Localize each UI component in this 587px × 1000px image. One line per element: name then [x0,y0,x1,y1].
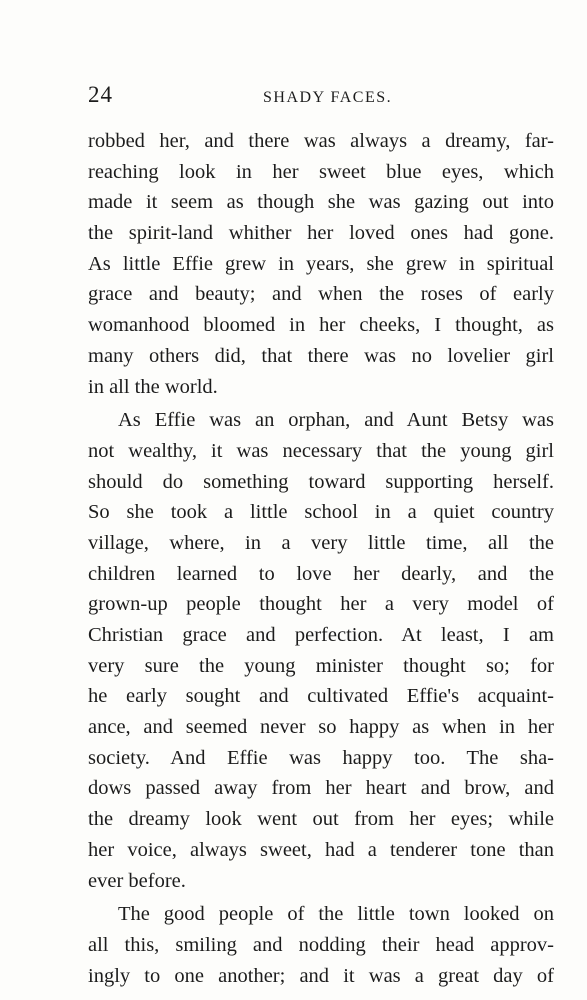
text-line: reaching look in her sweet blue eyes, which [88,160,554,183]
running-head [88,82,554,112]
text-line: in all the world. [88,375,218,398]
text-line: he early sought and cultivated Effie's acquaint- [88,685,554,708]
paragraph-1 [88,126,554,402]
text-line: made it seem as though she was gazing out into [88,191,554,214]
body-text [88,126,554,991]
text-line: grace and beauty; and when the roses of early [88,283,554,306]
running-title: SHADY FACES. [263,89,393,106]
text-line: her voice, always sweet, had a tenderer tone than [88,838,554,861]
text-line: not wealthy, it was necessary that the young girl [88,439,554,462]
page-number: 24 [88,82,113,107]
text-line: the spirit-land whither her loved ones had gone. [88,222,554,245]
text-line: womanhood bloomed in her cheeks, I thought, as [88,314,554,337]
text-line: should do something toward supporting herself. [88,470,554,493]
text-line: many others did, that there was no lovelier girl [88,344,554,367]
text-line: society. And Effie was happy too. The sha- [88,746,554,769]
text-line: Christian grace and perfection. At least, I am [88,624,554,646]
text-line: grown-up people thought her a very model of [88,593,554,616]
text-line: all this, smiling and nodding their head approv- [88,933,554,956]
text-line: As Effie was an orphan, and Aunt Betsy was [118,409,554,432]
paragraph-2 [88,405,554,896]
text-line: dows passed away from her heart and brow, and [88,777,554,800]
text-line: ingly to one another; and it was a great day of [88,964,554,987]
text-line: As little Effie grew in years, she grew in spiritual [88,252,554,275]
text-line: village, where, in a very little time, all the [88,531,554,554]
text-line: So she took a little school in a quiet country [88,501,554,524]
text-line: robbed her, and there was always a dreamy, far- [88,130,554,152]
text-line: ever before. [88,869,186,892]
text-line: the dreamy look went out from her eyes; while [88,808,554,831]
text-line: The good people of the little town looked on [118,903,554,926]
text-line: very sure the young minister thought so; for [88,654,554,677]
paragraph-3 [88,899,554,991]
text-line: children learned to love her dearly, and the [88,562,554,585]
text-line: ance, and seemed never so happy as when in her [88,716,554,739]
